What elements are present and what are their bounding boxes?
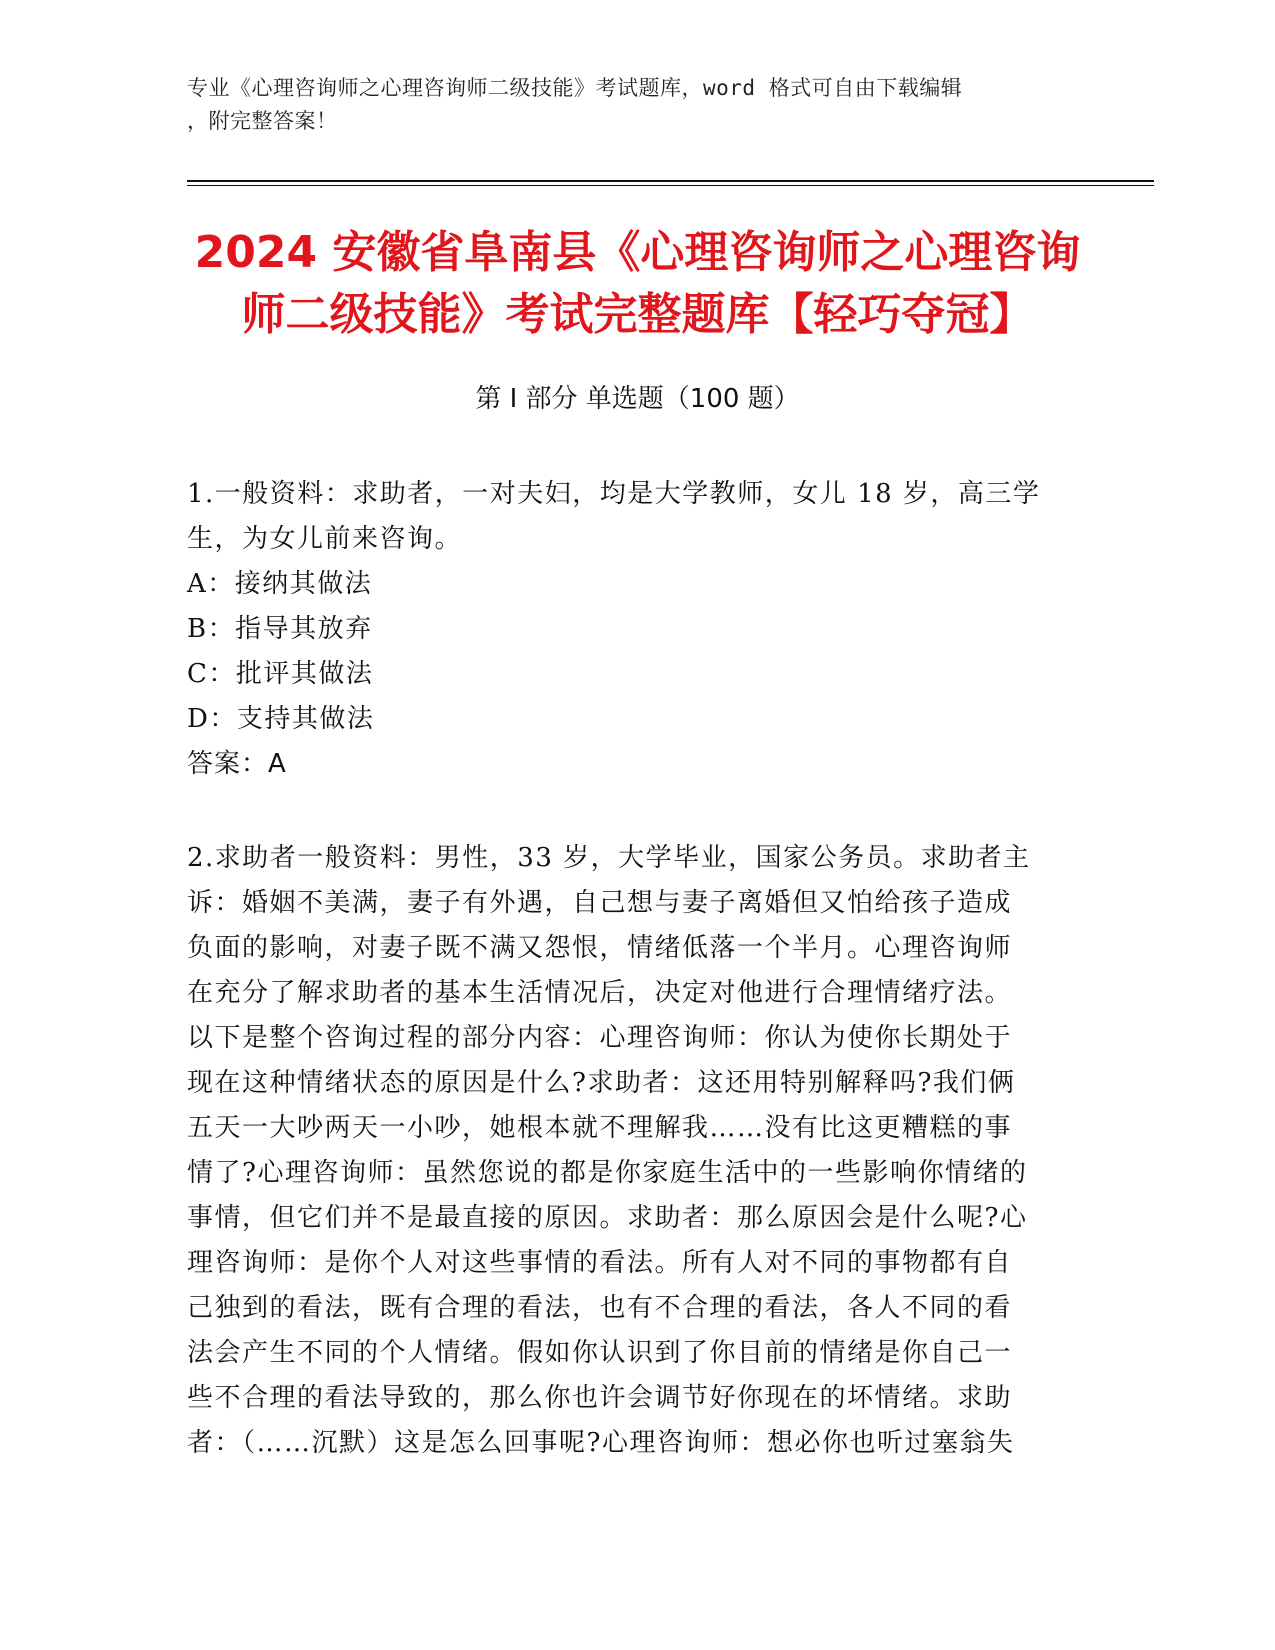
question-stem-line: 理咨询师：是你个人对这些事情的看法。所有人对不同的事物都有自 bbox=[187, 1248, 1013, 1278]
question-stem-line: 以下是整个咨询过程的部分内容：心理咨询师：你认为使你长期处于 bbox=[187, 1023, 1013, 1053]
document-title-line: 2024 安徽省阜南县《心理咨询师之心理咨询 bbox=[194, 227, 1081, 278]
question-stem-line: 生，为女儿前来咨询。 bbox=[187, 524, 463, 554]
question-stem-line: 些不合理的看法导致的，那么你也许会调节好你现在的坏情绪。求助 bbox=[187, 1383, 1013, 1413]
document-title bbox=[160, 222, 1115, 346]
question-1 bbox=[187, 472, 1067, 787]
question-stem-line: 1.一般资料：求助者，一对夫妇，均是大学教师，女儿 18 岁，高三学 bbox=[187, 479, 1041, 509]
header-note-line: ，附完整答案！ bbox=[187, 109, 338, 133]
question-stem-line: 情了?心理咨询师：虽然您说的都是你家庭生活中的一些影响你情绪的 bbox=[187, 1158, 1028, 1188]
question-stem-line: 2.求助者一般资料：男性，33 岁，大学毕业，国家公务员。求助者主 bbox=[187, 843, 1031, 873]
header-divider-thick bbox=[187, 180, 1154, 182]
option-a: A：接纳其做法 bbox=[187, 569, 373, 599]
question-2 bbox=[187, 836, 1067, 1466]
document-title-line: 师二级技能》考试完整题库【轻巧夺冠】 bbox=[241, 289, 1034, 340]
header-note bbox=[187, 72, 1067, 138]
question-stem-line: 诉：婚姻不美满，妻子有外遇，自己想与妻子离婚但又怕给孩子造成 bbox=[187, 888, 1013, 918]
option-c: C：批评其做法 bbox=[187, 659, 374, 689]
answer-label: 答案：A bbox=[187, 749, 287, 779]
option-d: D：支持其做法 bbox=[187, 704, 375, 734]
section-heading: 第 I 部分 单选题（100 题） bbox=[475, 384, 800, 414]
question-stem-line: 在充分了解求助者的基本生活情况后，决定对他进行合理情绪疗法。 bbox=[187, 978, 1013, 1008]
question-stem-line: 负面的影响，对妻子既不满又怨恨，情绪低落一个半月。心理咨询师 bbox=[187, 933, 1013, 963]
question-stem-line: 者：（……沉默）这是怎么回事呢?心理咨询师：想必你也听过塞翁失 bbox=[187, 1428, 1015, 1458]
question-stem-line: 事情，但它们并不是最直接的原因。求助者：那么原因会是什么呢?心 bbox=[187, 1203, 1028, 1233]
question-stem-line: 法会产生不同的个人情绪。假如你认识到了你目前的情绪是你自己一 bbox=[187, 1338, 1013, 1368]
question-stem-line: 现在这种情绪状态的原因是什么?求助者：这还用特别解释吗?我们俩 bbox=[187, 1068, 1016, 1098]
header-note-line: 专业《心理咨询师之心理咨询师二级技能》考试题库，word 格式可自由下载编辑 bbox=[187, 76, 963, 100]
question-stem-line: 五天一大吵两天一小吵，她根本就不理解我……没有比这更糟糕的事 bbox=[187, 1113, 1013, 1143]
question-stem-line: 己独到的看法，既有合理的看法，也有不合理的看法，各人不同的看 bbox=[187, 1293, 1013, 1323]
header-divider-thin bbox=[187, 185, 1154, 186]
option-b: B：指导其放弃 bbox=[187, 614, 373, 644]
